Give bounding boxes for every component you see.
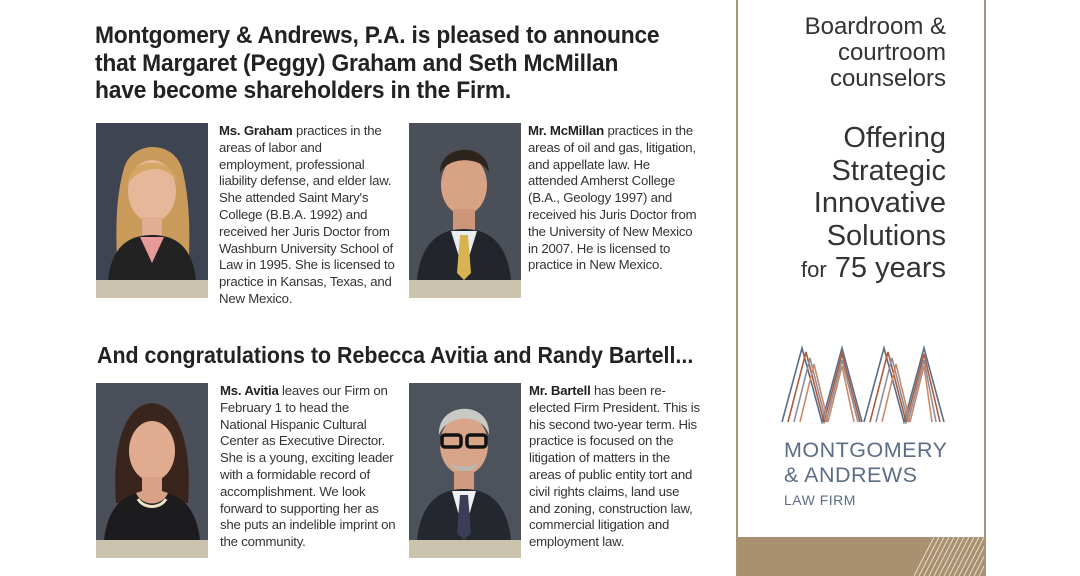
tagline-years: 75 years — [834, 252, 946, 284]
bio-text: practices in the areas of labor and employment, professional liability defense, and elder law. She attended Saint Mary's College (B.B.A. 1992) and received her Juris Doctor from Washburn University School of Law in 1995. She is licensed to practice in Kansas, Texas, and New Mexico. — [219, 123, 395, 306]
tagline-boardroom — [726, 14, 946, 92]
tagline-line: Offering — [843, 122, 946, 154]
photo-bartell — [409, 383, 521, 540]
gold-footer-bar — [738, 537, 984, 576]
photo-avitia — [96, 383, 208, 540]
hatch-pattern-icon — [914, 537, 984, 576]
bio-name: Ms. Avitia — [220, 383, 279, 398]
firm-name-line: & ANDREWS — [784, 463, 918, 487]
tagline-line: Innovative — [813, 187, 946, 219]
bio-text: has been re-elected Firm President. This is his second two-year term. His practice is focused on the litigation of matters in the areas of public entity tort and civil rights claims, land use and zoning, construction law, commercial litigation and employment law. — [529, 383, 700, 550]
tagline-line: Strategic — [831, 154, 946, 187]
tagline-offering — [726, 122, 946, 287]
headline: Montgomery & Andrews, P.A. is pleased to announce that Margaret (Peggy) Graham and Seth McMillan have become shareholders in the Firm. — [95, 22, 660, 104]
bio-name: Mr. McMillan — [528, 123, 605, 138]
photo-bar-avitia — [96, 540, 208, 558]
photo-graham — [96, 123, 208, 280]
firm-logo-mark-icon — [780, 344, 946, 424]
tagline-for: for — [801, 257, 827, 282]
firm-subtitle: LAW FIRM — [784, 492, 856, 508]
bio-avitia — [220, 383, 398, 551]
tagline-line: courtroom — [837, 39, 946, 66]
tagline-line: counselors — [829, 65, 946, 92]
photo-bar-mcmillan — [409, 280, 521, 298]
bio-text: practices in the areas of oil and gas, litigation, and appellate law. He attended Amherst College (B.A., Geology 1997) and received his Juris Doctor from the University of New Mexico in 2007. He is licensed to practice in New Mexico. — [528, 123, 697, 273]
tagline-line: Boardroom & — [804, 13, 946, 40]
firm-name-line: MONTGOMERY — [784, 438, 948, 462]
tagline-line: Solutions — [826, 219, 946, 252]
subhead: And congratulations to Rebecca Avitia and Randy Bartell... — [97, 342, 694, 368]
sidebar-ad — [736, 0, 986, 576]
photo-mcmillan — [409, 123, 521, 280]
bio-text: leaves our Firm on February 1 to head the National Hispanic Cultural Center as Executive Director. She is a young, exciting leader with a formidable record of accomplishment. We look forward to supporting her as she puts an indelible imprint on the community. — [220, 383, 396, 550]
bio-name: Ms. Graham — [219, 123, 293, 138]
bio-graham — [219, 123, 397, 308]
bio-mcmillan — [528, 123, 700, 274]
photo-bar-bartell — [409, 540, 521, 558]
photo-bar-graham — [96, 280, 208, 298]
bio-bartell — [529, 383, 701, 551]
bio-name: Mr. Bartell — [529, 383, 591, 398]
firm-name — [784, 438, 947, 488]
